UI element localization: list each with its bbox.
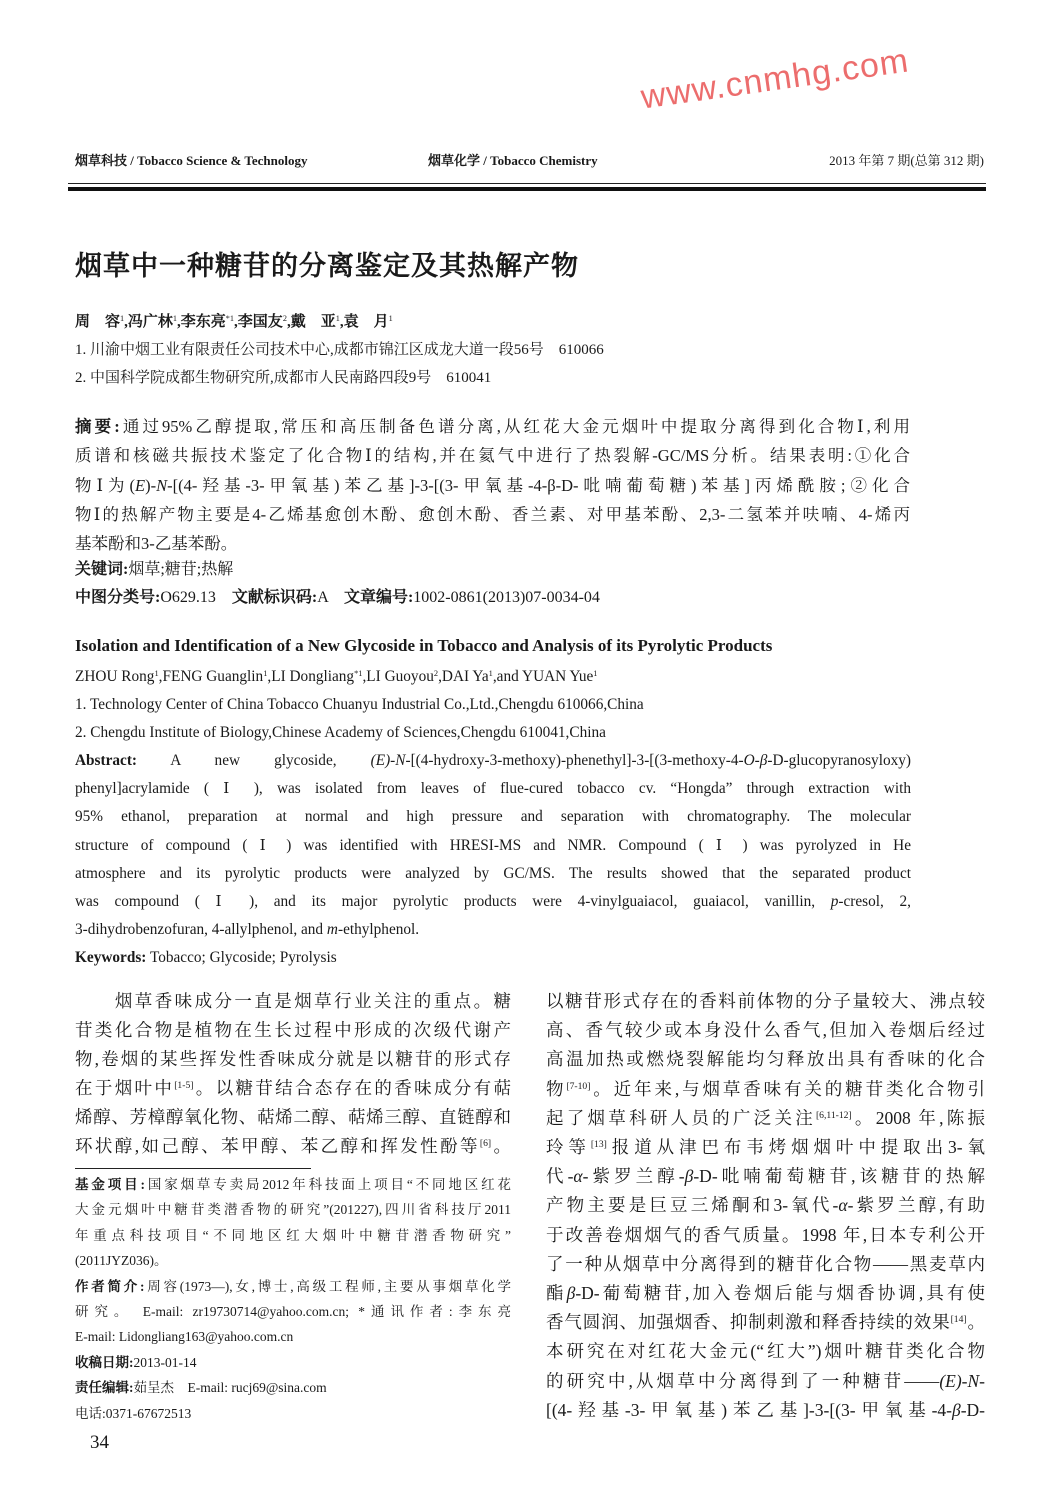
text-segment: ,冯广林 bbox=[124, 314, 173, 330]
journal-name: 烟草科技 / Tobacco Science & Technology bbox=[75, 153, 308, 168]
text-segment: 烟草;糖苷;热解 bbox=[128, 561, 234, 578]
text-segment: 高温加热或燃烧裂解能均匀释放出具有香味的化合 bbox=[546, 1049, 985, 1070]
text-line bbox=[75, 916, 911, 944]
text-segment: 1. 川渝中烟工业有限责任公司技术中心,成都市锦江区成龙大道一段56号 610066 bbox=[75, 342, 604, 358]
text-segment: α bbox=[573, 1166, 583, 1187]
superscript: 1 bbox=[335, 314, 340, 324]
text-segment: 。2008 年,陈振 bbox=[851, 1107, 985, 1128]
text-line bbox=[75, 471, 910, 500]
superscript: 1 bbox=[488, 668, 493, 678]
superscript: [7-10] bbox=[566, 1080, 591, 1092]
text-segment: 起了烟草科研人员的广泛关注 bbox=[546, 1107, 816, 1128]
text-line bbox=[75, 888, 911, 916]
text-line bbox=[75, 719, 911, 747]
superscript: [13] bbox=[590, 1139, 607, 1151]
superscript: 1 bbox=[388, 314, 393, 324]
keywords-classification-cn bbox=[75, 556, 910, 612]
text-segment: N bbox=[156, 475, 168, 495]
text-line bbox=[75, 556, 910, 584]
superscript: [1-5] bbox=[174, 1080, 194, 1092]
text-segment: -ethylphenol. bbox=[337, 920, 420, 938]
text-segment: ,and YUAN Yue bbox=[492, 668, 594, 685]
text-line bbox=[75, 1074, 511, 1103]
text-segment: ,戴 亚 bbox=[286, 314, 336, 330]
text-segment: ,李东亮 bbox=[177, 314, 226, 330]
text-segment: 年重点科技项目“不同地区红大烟叶中糖苷潜香物研究” bbox=[75, 1227, 511, 1243]
text-segment: ,DAI Ya bbox=[438, 668, 489, 685]
superscript: 2 bbox=[282, 314, 287, 324]
text-segment: β bbox=[759, 752, 768, 770]
text-segment: 以糖苷形式存在的香料前体物的分子量较大、沸点较 bbox=[546, 991, 985, 1011]
text-segment: 通过95%乙醇提取,常压和高压制备色谱分离,从红花大金元烟叶中提取分离得到化合物Ⅰ,利用 bbox=[119, 417, 910, 436]
text-line bbox=[75, 1248, 511, 1273]
english-abstract-block bbox=[75, 663, 911, 972]
authors-affiliations-cn bbox=[75, 308, 795, 392]
text-segment: 95% ethanol, preparation at normal and high pressure and separation with chromatography. The molecular bbox=[75, 808, 911, 826]
text-line bbox=[546, 1191, 985, 1220]
abstract-cn bbox=[75, 412, 910, 558]
text-line bbox=[546, 1016, 985, 1045]
text-segment: atmosphere and its pyrolytic products were analyzed by GC/MS. The results showed that the separated product bbox=[75, 864, 911, 882]
superscript: *1 bbox=[225, 314, 235, 324]
text-line bbox=[75, 832, 911, 860]
article-title-cn: 烟草中一种糖苷的分离鉴定及其热解产物 bbox=[75, 251, 579, 282]
text-segment: 关键词: bbox=[75, 561, 129, 578]
text-line bbox=[75, 1324, 511, 1349]
text-line bbox=[546, 1279, 985, 1308]
text-segment: β bbox=[951, 1399, 961, 1420]
text-line bbox=[75, 1401, 511, 1426]
text-line bbox=[75, 1045, 511, 1074]
superscript: 1 bbox=[593, 668, 598, 678]
text-segment: - bbox=[754, 752, 760, 770]
superscript: [14] bbox=[950, 1314, 967, 1326]
text-line bbox=[75, 500, 910, 529]
text-line bbox=[75, 1350, 511, 1375]
text-line bbox=[75, 775, 911, 803]
text-line bbox=[75, 1299, 511, 1324]
body-right-column bbox=[546, 987, 985, 1425]
text-segment: -D-吡喃葡萄糖苷,该糖苷的热解 bbox=[693, 1166, 985, 1187]
text-segment: ,LI Dongliang bbox=[267, 668, 355, 685]
text-segment: ,LI Guoyou bbox=[362, 668, 434, 685]
text-segment: -D-glucopyranosyloxy) bbox=[767, 752, 911, 770]
text-line bbox=[75, 336, 795, 364]
text-line bbox=[75, 412, 910, 441]
body-left-column bbox=[75, 987, 511, 1161]
text-segment: ,李国友 bbox=[234, 314, 283, 330]
text-line bbox=[75, 860, 911, 888]
issue-info: 2013 年第 7 期(总第 312 期) bbox=[829, 153, 984, 168]
text-segment: structure of compound ( Ⅰ ) was identified with HRESI-MS and NMR. Compound ( Ⅰ ) was pyrolyzed in He bbox=[75, 836, 911, 854]
text-line bbox=[75, 441, 910, 470]
text-segment: 高、香气较少或本身没什么香气,但加入卷烟后经过 bbox=[546, 1020, 985, 1041]
superscript: 1 bbox=[263, 668, 268, 678]
text-segment: O bbox=[743, 752, 755, 770]
text-segment: [(4-羟基-3-甲氧基)苯乙基]-3-[(3-甲氧基-4- bbox=[546, 1399, 952, 1420]
text-segment: - bbox=[979, 1370, 985, 1391]
text-line bbox=[75, 364, 795, 392]
text-segment: (E)-N bbox=[370, 752, 406, 770]
text-line bbox=[75, 691, 911, 719]
text-segment: 国家烟草专卖局2012年科技面上项目“不同地区红花 bbox=[144, 1177, 511, 1192]
text-segment: 。 bbox=[966, 1312, 985, 1333]
text-segment: 物Ⅰ为( bbox=[75, 475, 135, 495]
text-segment: 茹呈杰 E-mail: rucj69@sina.com bbox=[133, 1380, 327, 1396]
text-segment: 文献标识码: bbox=[231, 589, 318, 606]
text-segment: (E)-N bbox=[939, 1370, 980, 1391]
text-segment: 责任编辑: bbox=[75, 1380, 134, 1396]
text-segment: 周 容 bbox=[75, 314, 121, 330]
text-segment: phenyl]acrylamide ( Ⅰ ), was isolated from leaves of flue-cured tobacco cv. “Hongda” through extraction with bbox=[75, 780, 911, 798]
text-segment: 物Ⅰ的热解产物主要是4-乙烯基愈创木酚、愈创木酚、香兰素、对甲基苯酚、2,3-二氢苯并呋喃、4-烯丙 bbox=[75, 504, 910, 524]
superscript: 1 bbox=[172, 314, 178, 324]
text-segment: 中图分类号: bbox=[75, 589, 161, 606]
text-segment: 2. 中国科学院成都生物研究所,成都市人民南路四段9号 610041 bbox=[75, 370, 492, 386]
text-segment: was compound ( Ⅰ ), and its major pyrolytic products were 4-vinylguaiacol, guaiacol, vanillin, bbox=[75, 892, 831, 910]
text-segment: A new glycoside, bbox=[137, 752, 371, 770]
superscript: 1 bbox=[154, 668, 159, 678]
text-segment: 。以糖苷结合态存在的香味成分有萜 bbox=[193, 1078, 511, 1098]
text-segment: E-mail: Lidongliang163@yahoo.com.cn bbox=[75, 1329, 294, 1345]
text-line bbox=[75, 1172, 511, 1197]
text-line bbox=[546, 1104, 985, 1133]
text-segment: 物,卷烟的某些挥发性香味成分就是以糖苷的形式存 bbox=[75, 1049, 511, 1069]
text-line bbox=[75, 1375, 511, 1400]
page-number: 34 bbox=[90, 1432, 109, 1453]
text-segment: 苷类化合物是植物在生长过程中形成的次级代谢产 bbox=[75, 1020, 511, 1040]
text-line bbox=[75, 747, 911, 775]
text-line bbox=[546, 1075, 985, 1104]
text-segment: A bbox=[317, 589, 344, 606]
text-segment: 代- bbox=[546, 1166, 574, 1187]
superscript: [6,11-12] bbox=[815, 1110, 852, 1122]
text-segment: 2. Chengdu Institute of Biology,Chinese Academy of Sciences,Chengdu 610041,China bbox=[75, 724, 606, 742]
text-segment: β bbox=[566, 1283, 576, 1304]
superscript: 1 bbox=[120, 314, 125, 324]
text-segment: 基苯酚和3-乙基苯酚。 bbox=[75, 534, 238, 554]
text-segment: α bbox=[838, 1195, 848, 1216]
text-segment: 报道从津巴布韦烤烟烟叶中提取出3-氧 bbox=[606, 1137, 985, 1158]
text-segment: E bbox=[135, 475, 146, 495]
text-segment: 物 bbox=[546, 1078, 567, 1099]
text-segment: 收稿日期: bbox=[75, 1354, 134, 1370]
text-line bbox=[546, 1221, 985, 1250]
text-segment: 3-dihydrobenzofuran, 4-allylphenol, and bbox=[75, 920, 327, 938]
section-name: 烟草化学 / Tobacco Chemistry bbox=[428, 153, 598, 168]
text-segment: 了一种从烟草中分离得到的糖苷化合物——黑麦草内 bbox=[546, 1253, 985, 1274]
text-segment: 2013-01-14 bbox=[133, 1354, 197, 1370]
text-segment: 基金项目: bbox=[75, 1177, 145, 1192]
text-segment: -[(4-羟基-3-甲氧基)苯乙基]-3-[(3-甲氧基-4-β-D-吡喃葡萄糖)苯基]丙烯酰胺;②化合 bbox=[167, 475, 910, 495]
text-segment: -紫罗兰醇,有助 bbox=[847, 1195, 985, 1216]
superscript: *1 bbox=[354, 668, 363, 678]
text-segment: p bbox=[830, 892, 839, 910]
text-segment: 大金元烟叶中糖苷类潜香物的研究”(201227),四川省科技厅2011 bbox=[75, 1202, 511, 1218]
text-segment: -紫罗兰醇- bbox=[582, 1166, 685, 1187]
text-segment: )- bbox=[145, 475, 157, 495]
text-segment: -D- bbox=[960, 1399, 985, 1420]
text-segment: ,袁 月 bbox=[339, 314, 389, 330]
superscript: [6] bbox=[479, 1138, 492, 1150]
watermark: www.cnmhg.com bbox=[638, 41, 912, 117]
text-segment: β bbox=[684, 1166, 694, 1187]
text-segment: 在于烟叶中 bbox=[75, 1078, 175, 1098]
text-segment: 。近年来,与烟草香味有关的糖苷类化合物引 bbox=[590, 1078, 985, 1099]
text-segment: 环状醇,如己醇、苯甲醇、苯乙醇和挥发性酚等 bbox=[75, 1136, 480, 1156]
text-segment: O629.13 bbox=[160, 589, 232, 606]
text-segment: 1002-0861(2013)07-0034-04 bbox=[413, 589, 600, 606]
text-segment: 质谱和核磁共振技术鉴定了化合物Ⅰ的结构,并在氦气中进行了热裂解-GC/MS分析。结果表明:①化合 bbox=[75, 446, 910, 466]
text-segment: 研究。 E-mail: zr19730714@yahoo.com.cn; *通讯作者:李东亮 bbox=[75, 1304, 511, 1320]
text-line bbox=[75, 529, 910, 558]
superscript: 2 bbox=[433, 668, 439, 678]
text-line bbox=[75, 1274, 511, 1299]
text-line bbox=[75, 584, 910, 612]
text-segment: 的研究中,从烟草中分离得到了一种糖苷—— bbox=[546, 1370, 940, 1391]
text-segment: Abstract: bbox=[75, 752, 138, 770]
text-segment: -cresol, 2, bbox=[838, 892, 911, 910]
text-segment: ,FENG Guanglin bbox=[158, 668, 264, 685]
header-rule-thin bbox=[68, 183, 986, 184]
text-line bbox=[546, 1367, 985, 1396]
text-line bbox=[75, 1197, 511, 1222]
text-line bbox=[546, 1162, 985, 1191]
text-line bbox=[75, 308, 795, 336]
text-segment: 玲等 bbox=[546, 1137, 591, 1158]
text-line bbox=[546, 1337, 985, 1366]
text-line bbox=[546, 1396, 985, 1425]
text-segment: ZHOU Rong bbox=[75, 668, 155, 685]
text-line bbox=[75, 944, 911, 972]
text-line bbox=[546, 1133, 985, 1162]
text-line bbox=[75, 1016, 511, 1045]
text-segment: 香气圆润、加强烟香、抑制刺激和释香持续的效果 bbox=[546, 1312, 951, 1333]
text-line bbox=[546, 1308, 985, 1337]
text-segment: -D-葡萄糖苷,加入卷烟后能与烟香协调,具有使 bbox=[575, 1283, 985, 1304]
text-segment: Tobacco; Glycoside; Pyrolysis bbox=[146, 948, 337, 966]
text-segment: (2011JYZ036)。 bbox=[75, 1253, 168, 1269]
text-segment: 本研究在对红花大金元(“红大”)烟叶糖苷类化合物 bbox=[546, 1341, 985, 1362]
text-line bbox=[546, 987, 985, 1016]
text-segment: 酯 bbox=[546, 1283, 567, 1304]
text-line bbox=[546, 1045, 985, 1074]
text-segment: 1. Technology Center of China Tobacco Chuanyu Industrial Co.,Ltd.,Chengdu 610066,China bbox=[75, 696, 644, 714]
text-segment: 于改善卷烟烟气的香气质量。1998 年,日本专利公开 bbox=[546, 1224, 985, 1245]
text-segment: Keywords: bbox=[75, 948, 147, 966]
text-segment: 。 bbox=[491, 1136, 511, 1156]
text-line bbox=[75, 1132, 511, 1161]
text-segment: 烟草香味成分一直是烟草行业关注的重点。糖 bbox=[75, 991, 511, 1011]
header-rule-thick bbox=[68, 187, 986, 191]
text-line bbox=[75, 1223, 511, 1248]
article-title-en: Isolation and Identification of a New Glycoside in Tobacco and Analysis of its Pyrolytic Products bbox=[75, 636, 773, 655]
text-segment: m bbox=[326, 920, 338, 938]
text-segment: -[(4-hydroxy-3-methoxy)-phenethyl]-3-[(3-methoxy-4- bbox=[405, 752, 744, 770]
text-segment: 周容(1973—),女,博士,高级工程师,主要从事烟草化学 bbox=[144, 1278, 511, 1294]
text-line bbox=[75, 803, 911, 831]
text-segment: 烯醇、芳樟醇氧化物、萜烯二醇、萜烯三醇、直链醇和 bbox=[75, 1107, 511, 1127]
text-line bbox=[75, 987, 511, 1016]
footnote-rule bbox=[75, 1168, 311, 1169]
footnotes bbox=[75, 1172, 511, 1426]
text-segment: 摘要: bbox=[75, 417, 120, 436]
text-segment: 文章编号: bbox=[343, 589, 414, 606]
text-segment: 作者简介: bbox=[75, 1278, 145, 1294]
text-line bbox=[75, 663, 911, 691]
text-line bbox=[546, 1250, 985, 1279]
text-segment: 电话:0371-67672513 bbox=[75, 1405, 192, 1421]
text-line bbox=[75, 1103, 511, 1132]
text-segment: 产物主要是巨豆三烯酮和3-氧代- bbox=[546, 1195, 839, 1216]
